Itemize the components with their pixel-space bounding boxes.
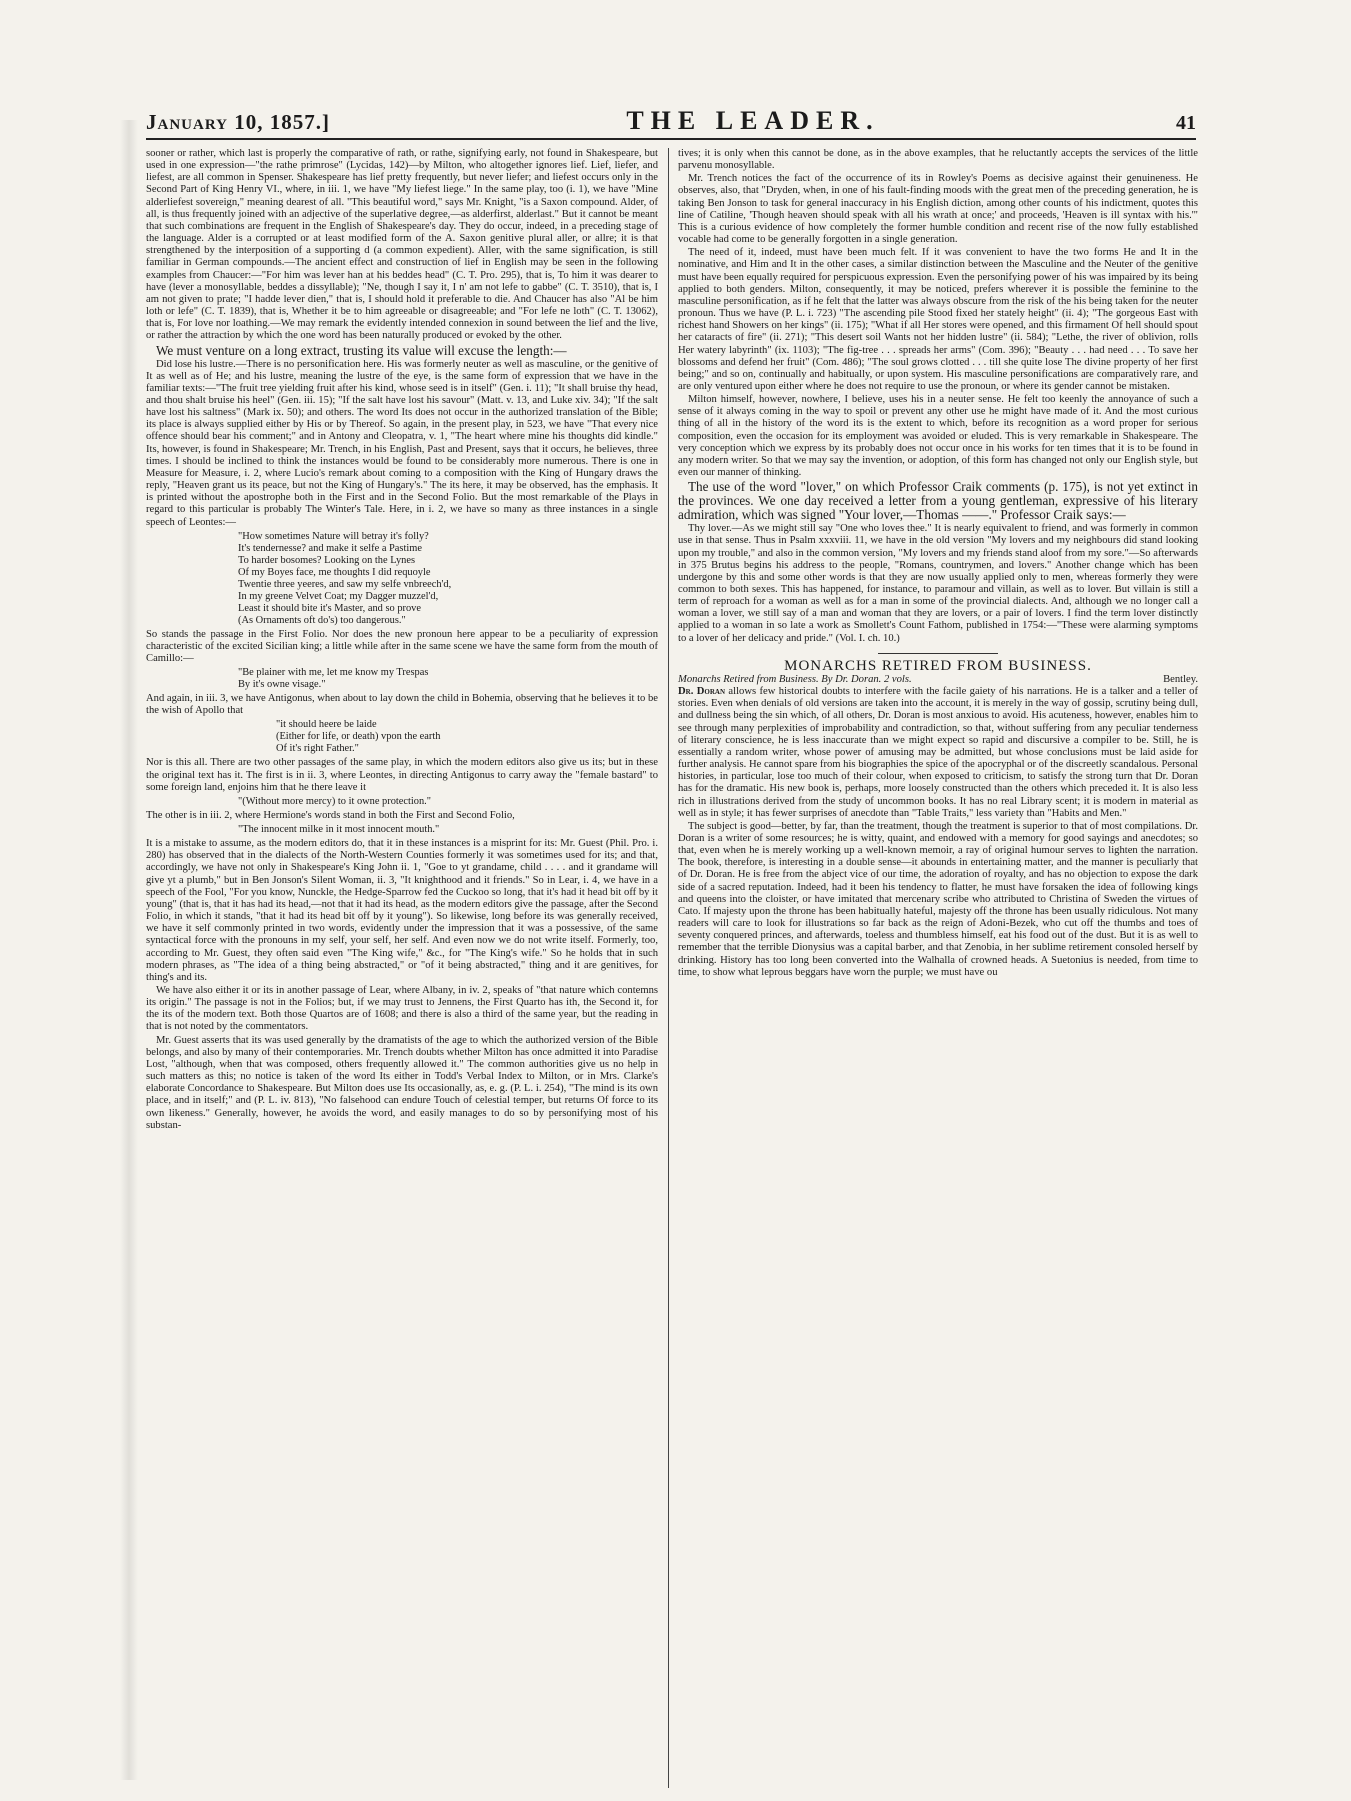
lead-name: Dr. Doran [678, 686, 726, 698]
verse-line: "it should heere be laide [276, 719, 377, 731]
verse-quote [146, 667, 658, 691]
verse-quote [146, 531, 658, 627]
right-column [678, 148, 1198, 980]
paragraph: Thy lover.—As we might still say "One who loves thee." It is nearly equivalent to friend, and was formerly in common use in that sense. Thus in Psalm xxxviii. 11, we have in the old version "My lovers and my neighbours did stand looking upon my trouble," and also in the common version, "My lovers and my friends stand aloof from my sore."—So afterwards in 375 Brutus begins his address to the people, "Romans, countrymen, and lovers." Another change which has been undergone by this and some other words is that they are now usually applied only to men, whereas formerly they were common to both sexes. This has happened, for instance, to paramour and villain, as well as to lover. But villain is still a term of reproach for a woman as well as for a man in some of the provincial dialects. And, although we no longer call a woman a lover, we still say of a man and woman that they are lovers, or a pair of lovers. I find the term lover distinctly applied to a woman in so late a work as Smollett's Count Fathom, published in 1754:—"These were alarming symptoms to a lover of her delicacy and pride." (Vol. I. ch. 10.) [678, 523, 1198, 644]
column-divider [668, 148, 669, 1788]
paragraph: We have also either it or its in another passage of Lear, where Albany, in iv. 2, speaks of "that nature which contemns its origin." The passage is not in the Folios; but, if we may trust to Jennens, the First Quarto has ith, the Second it, for the its of the modern text. Both those Quartos are of 1608; and there is also a third of the same year, but the reading in that is not noted by the commentators. [146, 984, 658, 1033]
verse-quote [146, 824, 658, 836]
section-title: MONARCHS RETIRED FROM BUSINESS. [784, 657, 1092, 674]
verse-line: To harder bosomes? Looking on the Lynes [238, 554, 416, 566]
verse-line: Of my Boyes face, me thoughts I did requoyle [238, 566, 431, 578]
masthead-title: THE LEADER. [626, 106, 880, 135]
book-title: Monarchs Retired from Business. By Dr. Doran. 2 vols. [678, 673, 912, 685]
verse-line: "Be plainer with me, let me know my Trespas [238, 667, 429, 679]
verse-line: It's tendernesse? and make it selfe a Pastime [238, 542, 422, 554]
paragraph [678, 686, 1198, 820]
page-number: 41 [1175, 112, 1196, 134]
paragraph: The subject is good—better, by far, than the treatment, though the treatment is superior to that of most compilations. Dr. Doran is a writer of some resources; he is witty, quaint, and endowed with a memory for good sayings and anecdotes; so that, even when he is merely working up a well-known memoir, a ray of original humour serves to lighten the narration. The book, therefore, is interesting in a double sense—it abounds in entertaining matter, and the manner is peculiarly that of Dr. Doran. He is free from the abject vice of our time, the adoration of royalty, and has no objection to expose the dark side of a sacred reputation. Indeed, had it been his tendency to flatter, he must have forsaken the idea of following kings and queens into the cloister, or have imitated that mercenary scribe who attributed to Christina of Sweden the virtues of Cato. If majesty upon the throne has been habitually hateful, majesty off the throne has been usually ridiculous. Not many readers will care to look for illustrations so far back as the reign of Adoni-Bezek, who cut off the thumbs and toes of seventy conquered princes, and afterwards, toeless and thumbless himself, eat his food out of the dust. But it is as well to remember that the terrible Dionysius was a capital barber, and that Zenobia, in her sublime retirement consoled herself by drinking. History has too long been converted into the Walhalla of crowned heads. A Suetonius is needed, from time to time, to show what leprous beggars have worn the purple; we must have ou [678, 820, 1198, 978]
book-citation [678, 674, 1198, 686]
verse-line: "How sometimes Nature will betray it's folly? [238, 530, 429, 542]
verse-line: (Either for life, or death) vpon the earth [276, 731, 441, 743]
paragraph: Mr. Trench notices the fact of the occurrence of its in Rowley's Poems as decisive against their genuineness. He observes, also, that "Dryden, when, in one of his fault-finding moods with the great men of the preceding generation, he is taking Ben Jonson to task for general inaccuracy in his English diction, among other counts of his indictment, quotes this line of Catiline, 'Though heaven should speak with all his wrath at once;' and proceeds, 'Heaven is ill syntax with his.'" This is a curious evidence of how completely the former humble condition and recent rise of the now fully established vocable had come to be generally forgotten in a single generation. [678, 173, 1198, 246]
verse-line: "The innocent milke in it most innocent mouth." [238, 824, 440, 836]
paragraph: It is a mistake to assume, as the modern editors do, that it in these instances is a misprint for its: Mr. Guest (Phil. Pro. i. 280) has observed that in the dialects of the North-Western Counties formerly it was sometimes used for its; and that, accordingly, we have not only in Shakespeare's King John ii. 1, "Goe to yt grandame, child . . . . and it grandame will give yt a plumb," but in Ben Jonson's Silent Woman, ii. 3, "It knighthood and it friends." So in Lear, i. 4, we have in a speech of the Fool, "For you know, Nunckle, the Hedge-Sparrow fed the Cuckoo so long, that it's had it head bit off by it young" (that is, that it has had its head,—not that it had its head, as the modern editors give the passage, after the Second Folio, in which it stands, "that it had its head bit off by it young"). So likewise, long before its was generally received, we have it self commonly printed in two words, evidently under the impression that it was a possessive, of the same syntactical force with the pronouns in my self, your self, her self. And even now we do not write itself. Formerly, too, according to Mr. Guest, they often said even "The King wife," &c., for "The King's wife." So he holds that in such modern phrases, as "The idea of a thing being abstracted," or "of it being abstracted," thing and it are genitives, for thing's and its. [146, 838, 658, 983]
page-header [146, 106, 1196, 140]
verse-line: (As Ornaments oft do's) too dangerous." [238, 614, 406, 626]
paragraph: Mr. Guest asserts that its was used generally by the dramatists of the age to which the authorized version of the Bible belongs, and also by many of their contemporaries. Mr. Trench doubts whether Milton has once admitted it into Paradise Lost, "although, when that was composed, others frequently allowed it." The common authorities give us no help in such matters as this; no notice is taken of the word Its either in Todd's Verbal Index to Milton, or in Mrs. Clarke's elaborate Concordance to Shakespeare. But Milton does use Its occasionally, as, e. g. (P. L. i. 254), "The mind is its own place, and in itself;" and (P. L. iv. 813), "No falsehood can endure Touch of celestial temper, but returns Of force to its own likeness." Generally, however, he avoids the word, and easily manages to do so by personifying most of his substan- [146, 1034, 658, 1131]
verse-line: Least it should bite it's Master, and so prove [238, 602, 421, 614]
paragraph: Nor is this all. There are two other passages of the same play, in which the modern editors also give us its; but in these the original text has it. The first is in ii. 3, where Leontes, in directing Antigonus to carry away the "female bastard" to some foreign land, enjoins him that he there leave it [146, 757, 658, 793]
left-column [146, 148, 658, 1133]
paragraph: The use of the word "lover," on which Professor Craik comments (p. 175), is not yet extinct in the provinces. We one day received a letter from a young gentleman, expressive of his literary admiration, which was signed "Your lover,—Thomas ——." Professor Craik says:— [678, 479, 1198, 523]
paragraph: We must venture on a long extract, trusting its value will excuse the length:— [156, 342, 567, 358]
paragraph: sooner or rather, which last is properly the comparative of rath, or rathe, signifying early, not found in Shakespeare, but used in one expression—"the rathe primrose" (Lycidas, 142)—by Milton, who altogether ignores lief. Lief, liefer, and liefest, are all common in Spenser. Shakespeare has lief pretty frequently, but never liefer; and liefest occurs only in the Second Part of King Henry VI., where, in iii. 1, we have "My liefest liege." In the same play, too (i. 1), we have "Mine alderliefest sovereign," meaning dearest of all. "This beautiful word," says Mr. Knight, "is a Saxon compound. Alder, of all, is thus frequently joined with an adjective of the superlative degree,—as alderfirst, alderlast." But it cannot be meant that such combinations are frequent in the English of Shakespeare's day. They do occur, indeed, in a preceding stage of the language. Alder is a corrupted or at least modified form of the A. Saxon genitive plural aller, or allre; it is that strengthened by the interposition of a supporting d (a common expedient). Aller, with the same signification, is still familiar in German compounds.—The ancient effect and construction of lief in English may be seen in the following examples from Chaucer:—"For him was lever han at his beddes head" (C. T. Pro. 295), that is, To him it was dearer to have (lever a monosyllable, beddes a dissyllable); "Ne, though I say it, I n' am not lefe to gabbe" (C. T. 3510), that is, I am not given to prate; "I hadde lever dien," that is, I should hold it preferable to die. And Chaucer has also "Al be him loth or lefe" (C. T. 1839), that is, Whether it be to him agreeable or disagreeable; and "For lefe ne loth" (C. T. 13062), that is, For love nor loathing.—We may remark the evidently intended connexion in sound between the lief and the live, or rather the attraction by which the one word has been naturally produced or evoked by the other. [146, 148, 658, 342]
verse-line: By it's owne visage." [238, 679, 326, 691]
issue-date: January 10, 1857.] [146, 110, 330, 134]
newspaper-page [146, 96, 1346, 1796]
paragraph: The need of it, indeed, must have been much felt. If it was convenient to have the two forms He and It in the nominative, and Him and It in the other cases, a similar distinction between the Masculine and the Neuter of the genitive must have been equally required for perspicuous expression. Even the personifying power of his was impaired by its being applied to both genders. Milton, consequently, it may be noticed, prefers wherever it is possible the feminine to the masculine personification, as if he felt that the latter was always obscure from the risk of the his being taken for the neuter pronoun. Thus we have (P. L. i. 723) "The ascending pile Stood fixed her stately height" (ii. 4); "The gorgeous East with richest hand Showers on her kings" (ii. 175); "What if all Her stores were opened, and this firmament Of hell should spout her cataracts of fire" (ii. 271); "This desert soil Wants not her hidden lustre" (ii. 584); "Lethe, the river of oblivion, rolls Her watery labyrinth" (ix. 1103); "The fig-tree . . . spreads her arms" (Com. 396); "Beauty . . . had need . . . To save her blossoms and defend her fruit" (Com. 486); "The soul grows clotted . . . till she quite lose The divine property of her first being;" and so on, continually and habitually, or upon system. His masculine personifications are comparatively rare, and are only ventured upon either where he does not require to use the pronoun, or where its gender cannot be mistaken. [678, 247, 1198, 392]
section-divider [878, 653, 998, 654]
paragraph: And again, in iii. 3, we have Antigonus, when about to lay down the child in Bohemia, observing that he believes it to be the wish of Apollo that [146, 693, 658, 717]
paragraph: tives; it is only when this cannot be done, as in the above examples, that he reluctantly accepts the services of the little parvenu monosyllable. [678, 148, 1198, 172]
verse-line: Of it's right Father." [276, 743, 359, 755]
book-publisher: Bentley. [1163, 673, 1198, 685]
verse-quote [146, 796, 658, 808]
paragraph: The other is in iii. 2, where Hermione's words stand in both the First and Second Folio, [146, 809, 515, 821]
paragraph: Milton himself, however, nowhere, I believe, uses his in a neuter sense. He felt too keenly the annoyance of such a sense of it always coming in the way to spoil or prevent any other use he might have made of it. And the most curious thing of all in the history of the word its is the extent to which, before its recognition as a word proper for serious composition, even the occasion for its employment was avoided or eluded. This is very remarkable in Shakespeare. The very conception which we express by its probably does not occur once in his works for ten times that it is to be found in any modern writer. So that we may say the invention, or adoption, of this form has changed not only our English style, but even our manner of thinking. [678, 394, 1198, 479]
verse-line: In my greene Velvet Coat; my Dagger muzzel'd, [238, 590, 439, 602]
verse-quote [146, 719, 658, 755]
verse-line: Twentie three yeeres, and saw my selfe vnbreech'd, [238, 578, 452, 590]
paragraph: So stands the passage in the First Folio. Nor does the new pronoun here appear to be a peculiarity of expression characteristic of the excited Sicilian king; a little while after in the same scene we have the same form from the mouth of Camillo:— [146, 628, 658, 664]
verse-line: "(Without more mercy) to it owne protection." [238, 795, 432, 807]
paragraph-text: allows few historical doubts to interfere with the facile gaiety of his narrations. He is a talker and a teller of stories. Even when denials of old versions are taken into the account, it is merely in the way of gossip, scrutiny being dull, and dullness being the sin which, of all others, Dr. Doran is most anxious to avoid. His acuteness, however, enables him to see through many perplexities of improbability and contradiction, so that, without suffering from any peculiar tenderness of literary conscience, he is less inaccurate than we might expect so rapid and discursive a compiler to be. Still, he is essentially a random writer, whose power of amusing may be admitted, but whose conclusions must be laid aside for further analysis. He cannot spare from his biographies the spice of the apocryphal or of the discreetly scandalous. Personal histories, in particular, lose too much of their colour, when exposed to criticism, to satisfy the strong turn that Dr. Doran has for the dramatic. His new book is, perhaps, more loosely constructed than the others which preceded it. It is also less rich in illustrations derived from the study of uncommon books. It has no real Library scent; it is modern in material as well as in style; it has fewer surprises of anecdote than "Table Traits," less variety than "Habits and Men." [678, 686, 1199, 819]
paragraph: Did lose his lustre.—There is no personification here. His was formerly neuter as well as masculine, or the genitive of It as well as of He; and his lustre, meaning the lustre of the eye, is the same form of expression that we have in the familiar texts:—"The fruit tree yielding fruit after his kind, whose seed is in itself" (Gen. i. 11); "It shall bruise thy head, and thou shalt bruise his heel" (Gen. iii. 15); "If the salt have lost his savour" (Matt. v. 13, and Luke xiv. 34); "If the salt have lost his saltness" (Mark ix. 50); and others. The word Its does not occur in the authorized translation of the Bible; its place is always supplied either by His or by Thereof. So again, in the present play, in 523, we have "That every nice offence should bear his comment;" and in Antony and Cleopatra, v. 1, "The heart where mine his thoughts did kindle." Its, however, is found in Shakespeare; Mr. Trench, in his English, Past and Present, says that it occurs, he believes, three times. I should be inclined to think the instances would be found to be considerably more numerous. There is one in Measure for Measure, i. 2, where Lucio's remark about coming to a composition with the King of Hungary draws the reply, "Heaven grant us its peace, but not the King of Hungary's." The its here, it may be observed, has the emphasis. It is printed without the apostrophe both in the First and in the Second Folio. But the most remarkable of the Plays in regard to this particular is probably The Winter's Tale. Here, in i. 2, we have so many as three instances in a single speech of Leontes:— [146, 358, 658, 528]
book-spine-shadow [120, 120, 138, 1780]
